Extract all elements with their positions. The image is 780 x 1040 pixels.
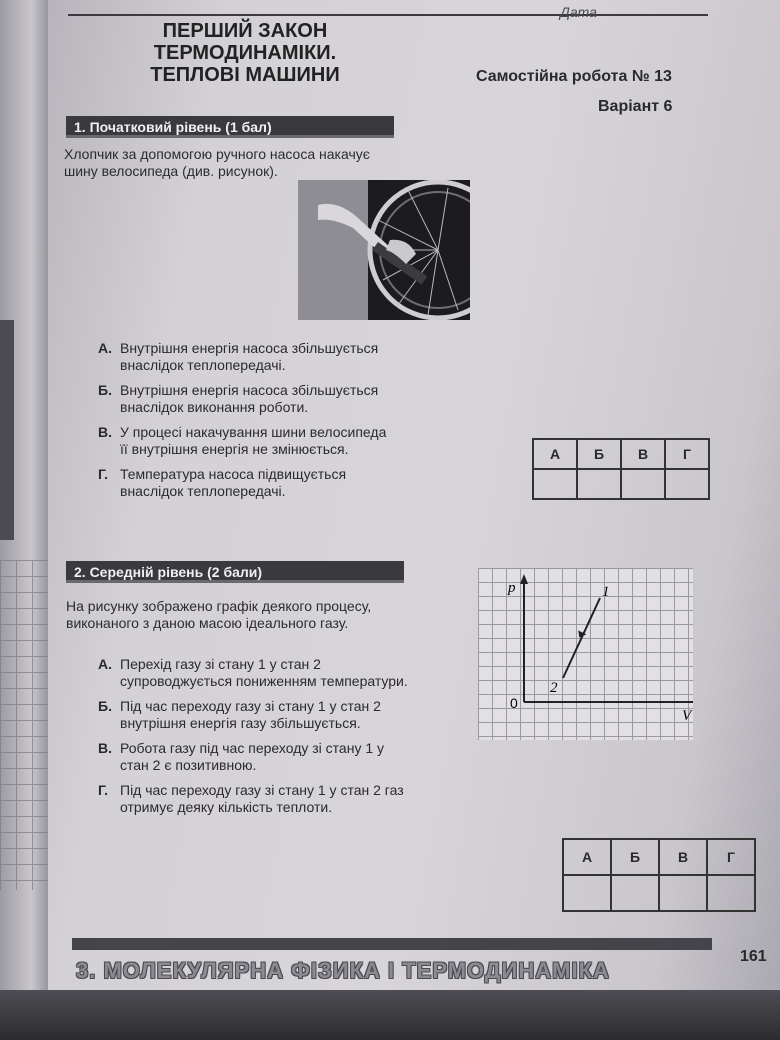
option-letter: В. xyxy=(98,424,112,440)
v-axis-label: V xyxy=(682,708,692,724)
task-1-option-g xyxy=(98,466,398,500)
answer-header-v: В xyxy=(659,839,707,875)
pv-graph xyxy=(478,568,693,740)
adjacent-page-figure xyxy=(0,320,14,540)
answer-header-b: Б xyxy=(611,839,659,875)
task-1-option-b xyxy=(98,382,398,416)
task-1-answer-grid xyxy=(532,438,710,500)
answer-cell-g[interactable] xyxy=(665,469,709,499)
task-2-option-a xyxy=(98,656,410,690)
p-axis-label: p xyxy=(508,580,516,596)
chapter-title: 3. МОЛЕКУЛЯРНА ФІЗИКА І ТЕРМОДИНАМІКА xyxy=(76,958,610,983)
option-letter: Г. xyxy=(98,782,109,798)
page-number: 161 xyxy=(740,948,767,965)
task-2-options xyxy=(98,656,410,824)
task-1-option-v xyxy=(98,424,398,458)
level-2-header: 2. Середній рівень (2 бали) xyxy=(66,561,404,583)
process-line xyxy=(563,598,600,678)
option-text: Внутрішня енергія насоса збільшується внаслідок виконання роботи. xyxy=(120,382,379,415)
task-2-option-v xyxy=(98,740,410,774)
answer-header-a: А xyxy=(533,439,577,469)
option-text: Температура насоса підвищується внаслідок теплопередачі. xyxy=(120,466,347,499)
level-1-header: 1. Початковий рівень (1 бал) xyxy=(66,116,394,138)
book-edge-shadow xyxy=(0,990,780,1040)
option-letter: Б. xyxy=(98,698,112,714)
answer-header-v: В xyxy=(621,439,665,469)
option-letter: Г. xyxy=(98,466,109,482)
answer-header-g: Г xyxy=(665,439,709,469)
answer-cell-a[interactable] xyxy=(563,875,611,911)
option-text: Перехід газу зі стану 1 у стан 2 супроводжується пониженням температури. xyxy=(120,656,408,689)
header-rule xyxy=(68,14,708,16)
page-title: ПЕРШИЙ ЗАКОН ТЕРМОДИНАМІКИ. ТЕПЛОВІ МАШИНИ xyxy=(150,20,340,86)
answer-cell-b[interactable] xyxy=(577,469,621,499)
workbook-page xyxy=(48,0,780,1040)
answer-cell-v[interactable] xyxy=(621,469,665,499)
task-2-option-b xyxy=(98,698,410,732)
option-letter: А. xyxy=(98,656,112,672)
adjacent-page-edge xyxy=(0,0,52,1040)
option-letter: Б. xyxy=(98,382,112,398)
option-letter: А. xyxy=(98,340,112,356)
origin-label: 0 xyxy=(510,695,518,711)
work-title: Самостійна робота № 13 xyxy=(476,68,672,85)
date-label: Дата xyxy=(560,4,597,20)
bicycle-pump-photo xyxy=(298,180,470,320)
p-axis-arrow-icon xyxy=(520,574,528,584)
task-1-options xyxy=(98,340,398,508)
task-2-option-g xyxy=(98,782,410,816)
answer-header-b: Б xyxy=(577,439,621,469)
option-text: Робота газу під час переходу зі стану 1 у стан 2 є позитивною. xyxy=(120,740,385,773)
task-2-intro: На рисунку зображено графік деякого процесу, виконаного з даною масою ідеального газу. xyxy=(66,598,372,631)
variant-label: Варіант 6 xyxy=(598,98,673,115)
answer-cell-v[interactable] xyxy=(659,875,707,911)
task-2-answer-grid xyxy=(562,838,756,912)
point-1-label: 1 xyxy=(602,584,610,600)
answer-header-a: А xyxy=(563,839,611,875)
option-text: Під час переходу газу зі стану 1 у стан 2 газ отримує деяку кількість теплоти. xyxy=(120,782,404,815)
point-2-label: 2 xyxy=(550,680,558,696)
option-letter: В. xyxy=(98,740,112,756)
option-text: Під час переходу газу зі стану 1 у стан 2 внутрішня енергія газу збільшується. xyxy=(120,698,381,731)
task-1-option-a xyxy=(98,340,398,374)
footer-rule xyxy=(72,938,712,950)
option-text: У процесі накачування шини велосипеда її внутрішня енергія не змінюється. xyxy=(120,424,387,457)
answer-header-g: Г xyxy=(707,839,755,875)
adjacent-page-grid xyxy=(0,560,48,890)
option-text: Внутрішня енергія насоса збільшується внаслідок теплопередачі. xyxy=(120,340,379,373)
answer-cell-b[interactable] xyxy=(611,875,659,911)
answer-cell-g[interactable] xyxy=(707,875,755,911)
answer-cell-a[interactable] xyxy=(533,469,577,499)
task-1-intro: Хлопчик за допомогою ручного насоса накачує шину велосипеда (див. рисунок). xyxy=(64,146,370,179)
